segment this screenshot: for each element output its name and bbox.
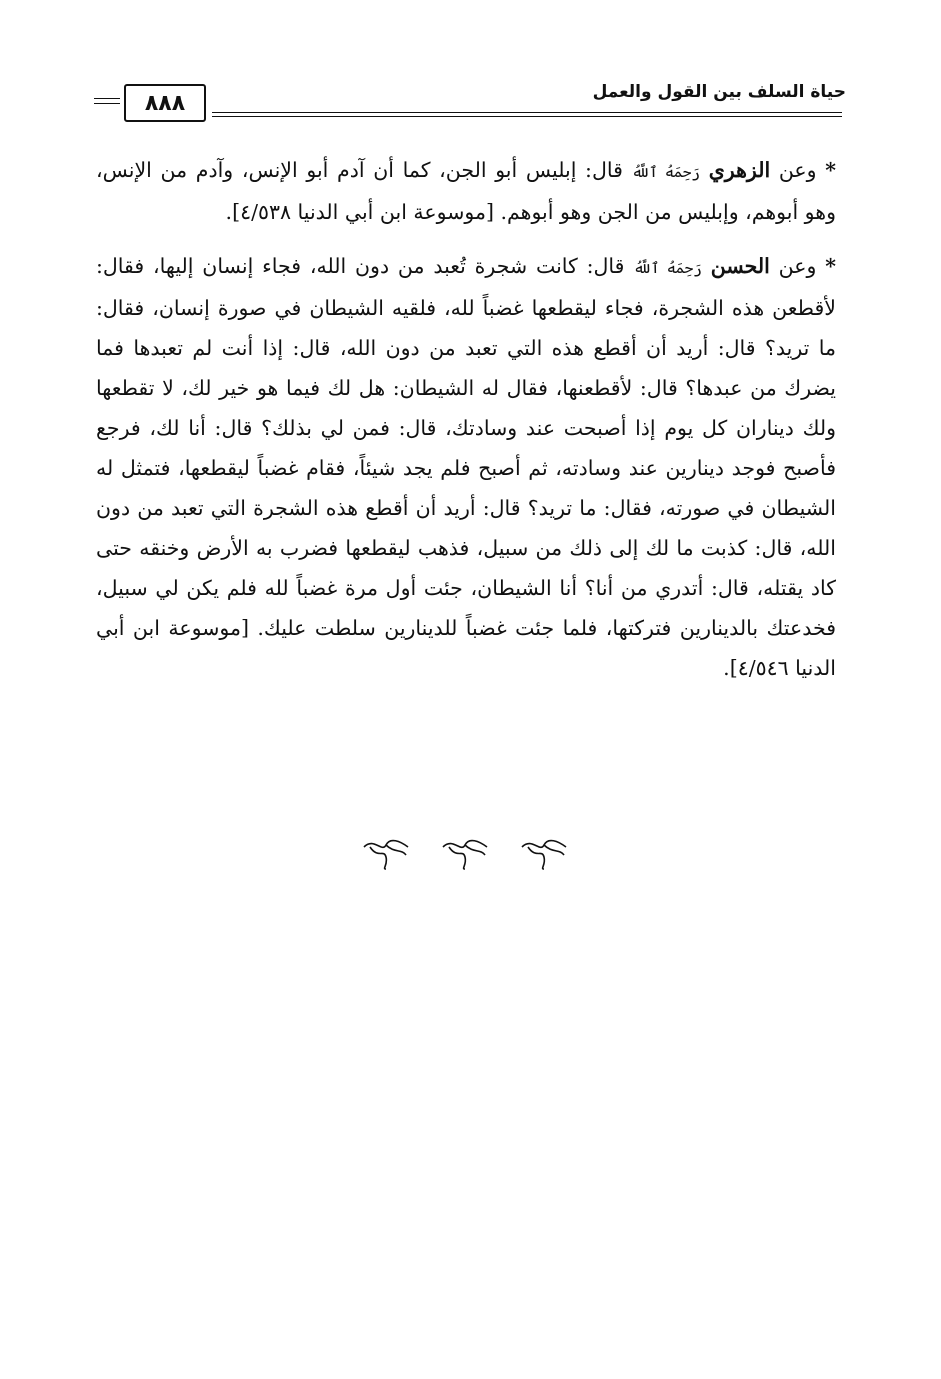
bullet-star: * [825, 158, 836, 182]
bullet-star: * [825, 254, 836, 278]
narrator-name: الحسن [710, 254, 770, 278]
paragraph-text: قال: إبليس أبو الجن، كما أن آدم أبو الإنس، وآدم من الإنس، وهو أبوهم، وإبليس من الجن وهو أبوهم. [موسوعة ابن أبي الدنيا ٤/٥٣٨]. [96, 158, 836, 224]
header-rule [212, 112, 842, 120]
honorific: رَحِمَهُ ٱللَّهُ [631, 163, 701, 181]
ornament-icon [518, 835, 570, 871]
main-text [96, 150, 836, 702]
running-title: حياة السلف بين القول والعمل [592, 82, 846, 102]
page-number: ٨٨٨ [124, 84, 206, 122]
section-divider [360, 835, 570, 875]
honorific: رَحِمَهُ ٱللَّهُ [633, 259, 702, 277]
paragraph-text: قال: كانت شجرة تُعبد من دون الله، فجاء إنسان إليها، فقال: لأقطعن هذه الشجرة، فجاء ليقطعها غضباً لله، فلقيه الشيطان في صورة إنسان، فقال: ما تريد؟ قال: أريد أن أقطع هذه التي تعبد من دون الله، قال: إذا أنت لم تعبدها فما يضرك من عبدها؟ قال: لأقطعنها، فقال له الشيطان: هل لك فيما هو خير لك، لا تقطعها ولك ديناران كل يوم إذا أصبحت عند وسادتك، قال: فمن لي بذلك؟ قال: أنا لك، فرجع فأصبح فوجد دينارين عند وسادته، ثم أصبح فلم يجد شيئاً، فقام غضباً ليقطعها، فتمثل له الشيطان في صورته، فقال: ما تريد؟ قال: أريد أن أقطع هذه الشجرة التي تعبد من دون الله، قال: كذبت ما لك إلى ذلك من سبيل، فذهب ليقطعها فضرب به الأرض وخنقه حتى كاد يقتله، قال: أتدري من أنا؟ أنا الشيطان، جئت أول مرة غضباً لله فلم يكن لي سبيل، فخدعتك بالدينارين فتركتها، فلما جئت غضباً للدينارين سلطت عليك. [موسوعة ابن أبي الدنيا ٤/٥٤٦]. [96, 254, 836, 680]
intro-word: وعن [778, 254, 817, 278]
paragraph-hasan [96, 246, 836, 688]
narrator-name: الزهري [708, 158, 771, 182]
intro-word: وعن [778, 158, 817, 182]
paragraph-zuhri [96, 150, 836, 232]
header-left-rule [94, 98, 120, 108]
ornament-icon [360, 835, 412, 871]
page-header [94, 78, 846, 128]
ornament-icon [439, 835, 491, 871]
